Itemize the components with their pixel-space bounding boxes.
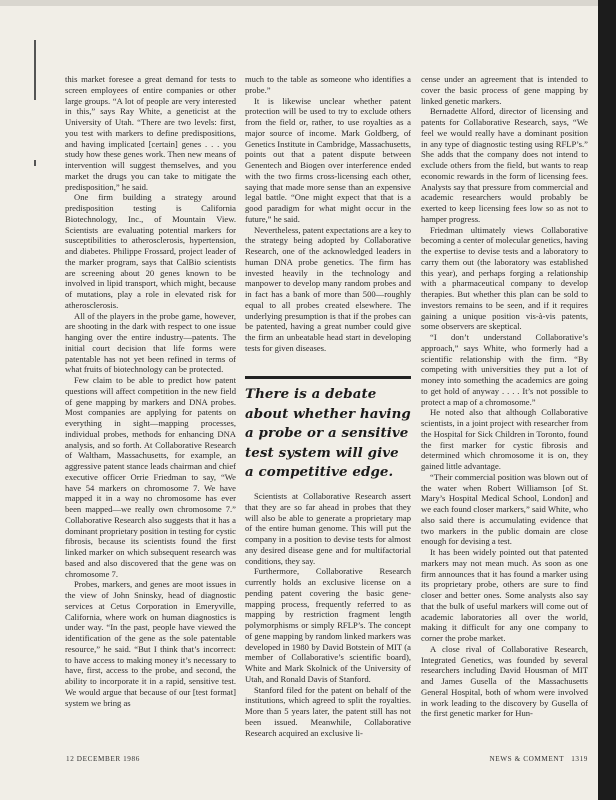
paragraph: A close rival of Collaborative Research, Integrated Genetics, was founded by several researchers including David Housman of MIT and James Gusella of the Massachusetts General Hospital, both of whom were involved in work leading to the discovery by Gusella of the first genetic marker for Hun- bbox=[421, 643, 588, 719]
paragraph: It has been widely pointed out that patented markers may not mean much. As soon as one firm announces that it has found a marker using its proprietary probe, others are sure to find closer and better ones. Some analysts also say that the bulk of useful markers will come out of academic laboratories all over the world, making it difficult for any one company to corner the probe market. bbox=[421, 547, 588, 643]
paragraph: cense under an agreement that is intended to cover the basic process of gene mapping by linked genetic markers. bbox=[421, 74, 588, 106]
footer-date: 12 DECEMBER 1986 bbox=[66, 755, 140, 763]
pull-quote: There is a debate about whether having a probe or a sensitive test system will give a competitive edge. bbox=[245, 376, 411, 483]
paragraph: Friedman ultimately views Collaborative becoming a center of molecular genetics, having the expertise to devise tests and a laboratory to carry them out (the laboratory was established this year), and perhaps forging a relationship with a pharmaceutical company to develop therapies. But whether this plan can be sold to investors remains to be seen, and if it requires gaining a unique position vis-à-vis patents, some observers are skeptical. bbox=[421, 224, 588, 332]
margin-mark bbox=[34, 40, 36, 100]
paragraph: He noted also that although Collaborative scientists, in a joint project with researcher from the Hospital for Sick Children in Toronto, found the first marker for cystic fibrosis and determined which chromosome it is on, they gained little advantage. bbox=[421, 407, 588, 471]
column-1 bbox=[65, 74, 236, 708]
footer-section-page: NEWS & COMMENT 1319 bbox=[489, 755, 588, 763]
paragraph: Bernadette Alford, director of licensing and patents for Collaborative Research, says, “We feel we would really have a dominant position in any type of diagnostic testing using RFLP’s.” She adds that the company does not intend to exclude others from the field, but wants to reap economic rewards in the form of licensing fees. Analysts say that pressure from commercial and academic researchers would probably be exerted to keep licensing fees low so as not to hamper progress. bbox=[421, 106, 588, 224]
paragraph: Scientists at Collaborative Research assert that they are so far ahead in probes that they will also be able to generate a proprietary map of the entire human genome. This will put the company in a position to devise tests for almost any desired disease gene and for multifactorial conditions, they say. bbox=[245, 491, 411, 566]
paragraph: Nevertheless, patent expectations are a key to the strategy being adopted by Collaborative Research, one of the acknowledged leaders in human DNA probe genetics. The firm has invested heavily in the technology and manpower to develop many random probes and in fact has a bank of more than 500—roughly equal to all probes created elsewhere. The underlying presumption is that if the probes can be patented, having a great number could give the firm an unbeatable head start in developing tests for given diseases. bbox=[245, 224, 411, 353]
paragraph: “Their commercial position was blown out of the water when Robert Williamson [of St. Mary’s Hospital Medical School, London] and we each found closer markers,” said White, who also said there is accumulating evidence that two markers in the public domain are close enough for devising a test. bbox=[421, 471, 588, 547]
paragraph: One firm building a strategy around predisposition testing is California Biotechnology, Inc., of Mountain View. Scientists are evaluating potential markers for susceptibilities to atherosclerosis, hypertension, and diabetes. Philippe Frossard, project leader of the marker program, says that CalBio scientists are screening about 20 genes known to be involved in lipid transport, which might, because of mutations, play a role in elevated risk for atherosclerosis. bbox=[65, 192, 236, 310]
paragraph: It is likewise unclear whether patent protection will be used to try to exclude others from the field or, rather, to use royalties as a major source of income. Mark Goldberg, of Genetics Institute in Cambridge, Massachusetts, points out that a patent dispute between Genentech and Biogen over interference ended with the two firms cross-licensing each other, saying that made more sense than an expensive legal battle. “One might expect that that is a good paradigm for what might occur in the future,” he said. bbox=[245, 95, 411, 224]
margin-mark bbox=[34, 160, 36, 166]
paragraph: Stanford filed for the patent on behalf of the institutions, which agreed to split the royalties. More than 5 years later, the patent still has not been issued. Meanwhile, Collaborative Research acquired an exclusive li- bbox=[245, 684, 411, 738]
paragraph: Probes, markers, and genes are moot issues in the view of John Sninsky, head of diagnostic services at Cetus Corporation in Emeryville, California, where work on human diagnostics is under way. “In the past, people have viewed the identification of the gene as the sole patentable resource,” he said. “But I think that’s incorrect: to have access to making money it’s necessary to have, first, access to the probe, and second, the ability to incorporate it in a rapid, sensitive test. We would argue that because of our [test format] system we bring as bbox=[65, 579, 236, 708]
paragraph: “I don’t understand Collaborative’s approach,” says White, who formerly had a scientific relationship with the firm. “By competing with universities they put a lot of money into something the academics are going to get hold of anyway . . . . It’s not possible to protect a map of a chromosome.” bbox=[421, 332, 588, 407]
paragraph: this market foresee a great demand for tests to screen employees of entire companies or other large groups. “A lot of people are very interested in this,” says Ray White, a geneticist at the University of Utah. “There are two levels: first, you test with markers to define predispositions, and having implicated [certain] genes . . . you study how these genes work. Then new means of intervention will suggest themselves, and you market the drugs you can take to mitigate the predisposition,” he said. bbox=[65, 74, 236, 192]
paragraph: much to the table as someone who identifies a probe.” bbox=[245, 74, 411, 95]
column-3 bbox=[421, 74, 588, 719]
column-2-continued bbox=[245, 491, 411, 738]
paragraph: Few claim to be able to predict how patent questions will affect competition in the new field of gene mapping by markers and DNA probes. Most companies are applying for patents on everything in sight—mapping processes, individual probes, methods for enhancing DNA analysis, and so forth. At Collaborative Research of Waltham, Massachusetts, for example, an aggressive patent stance leads chairman and chief executive officer Orrie Friedman to say, “We have 54 markers on chromosome 7. We have mapped it in a way no chromosome has ever been mapped—we really own chromosome 7.” Collaborative Research also suggests that it has a dominant proprietary position in testing for cystic fibrosis, because its scientists found the first linked marker on which subsequent research was based and also discovered that the gene was on chromosome 7. bbox=[65, 375, 236, 579]
scan-edge-right bbox=[598, 0, 616, 800]
column-2 bbox=[245, 74, 411, 354]
scan-edge-top bbox=[0, 0, 616, 6]
paragraph: Furthermore, Collaborative Research currently holds an exclusive license on a pending patent covering the basic gene-mapping process, frequently referred to as mapping by restriction fragment length polymorphisms or simply RFLP’s. The concept of gene mapping by random linked markers was developed in 1980 by David Botstein of MIT (a member of Collaborative’s scientific board), White and Mark Skolnick of the University of Utah, and Ronald Davis of Stanford. bbox=[245, 566, 411, 684]
paragraph: All of the players in the probe game, however, are shooting in the dark with respect to one issue hanging over the entire industry—patents. The initial court decision that life forms were patentable has not yet been refined in terms of what fruits of biotechnology can be protected. bbox=[65, 310, 236, 375]
